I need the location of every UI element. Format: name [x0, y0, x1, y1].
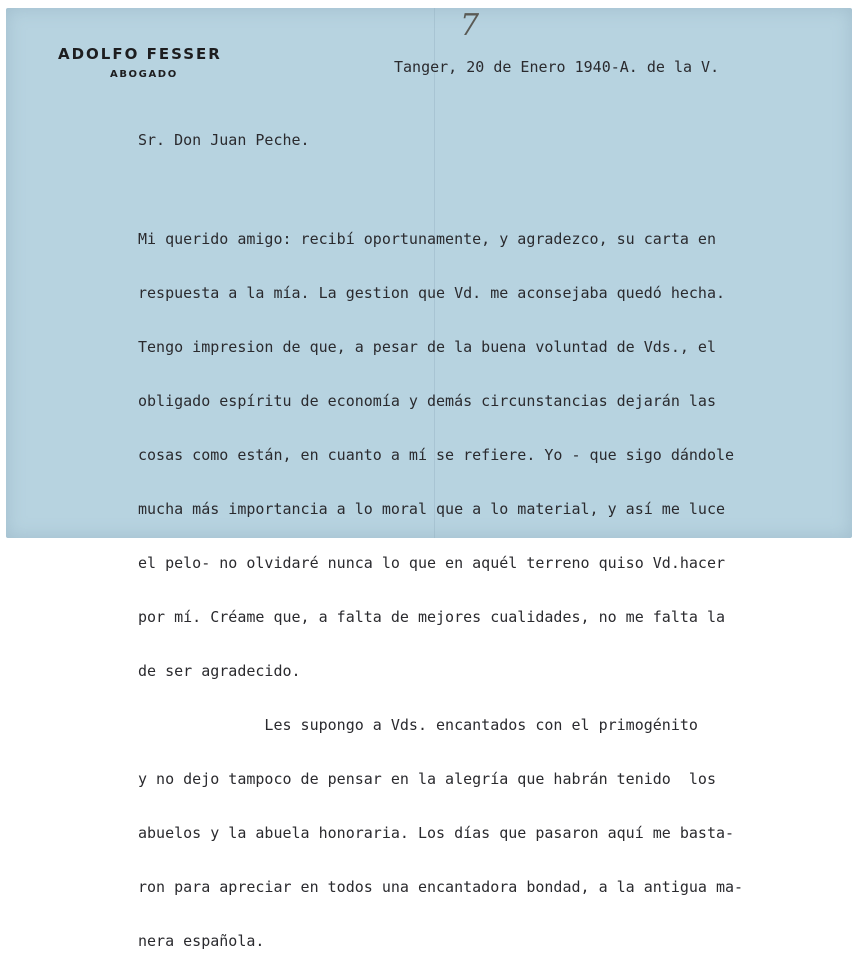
body-line: y no dejo tampoco de pensar en la alegría que habrán tenido los	[138, 770, 716, 788]
dateline: Tanger, 20 de Enero 1940-A. de la V.	[394, 58, 720, 76]
body-line: nera española.	[138, 932, 265, 950]
body-line: por mí. Créame que, a falta de mejores cualidades, no me falta la	[138, 608, 725, 626]
body-line: obligado espíritu de economía y demás circunstancias dejarán las	[138, 392, 716, 410]
letter-body	[138, 194, 743, 968]
folio-number: 7	[460, 8, 480, 43]
body-line: cosas como están, en cuanto a mí se refiere. Yo - que sigo dándole	[138, 446, 735, 464]
body-line: de ser agradecido.	[138, 662, 301, 680]
letterhead-name: ADOLFO FESSER	[58, 45, 222, 63]
letterhead-title: ABOGADO	[110, 69, 178, 80]
body-line: mucha más importancia a lo moral que a lo material, y así me luce	[138, 500, 725, 518]
body-line: abuelos y la abuela honoraria. Los días que pasaron aquí me basta-	[138, 824, 735, 842]
body-line: Mi querido amigo: recibí oportunamente, y agradezco, su carta en	[138, 230, 716, 248]
body-line: el pelo- no olvidaré nunca lo que en aquél terreno quiso Vd.hacer	[138, 554, 725, 572]
body-line: Tengo impresion de que, a pesar de la buena voluntad de Vds., el	[138, 338, 716, 356]
body-line: ron para apreciar en todos una encantadora bondad, a la antigua ma-	[138, 878, 744, 896]
body-line: Les supongo a Vds. encantados con el primogénito	[138, 716, 698, 734]
salutation: Sr. Don Juan Peche.	[138, 131, 310, 149]
body-line: respuesta a la mía. La gestion que Vd. me aconsejaba quedó hecha.	[138, 284, 725, 302]
